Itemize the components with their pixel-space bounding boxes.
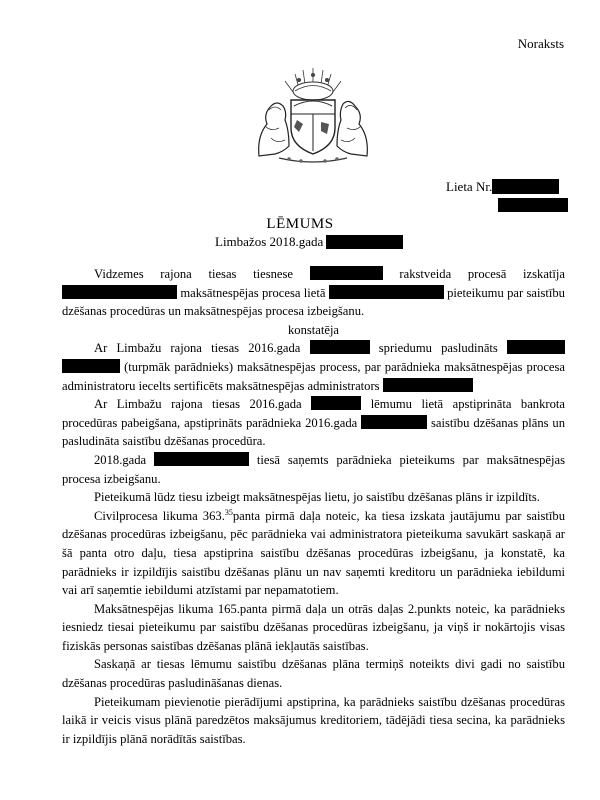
text: (turpmāk parādnieks) maksātnespējas process, par parādnieka maksātnespējas procesa administratoru iecelts sertificēts maksātnespējas administrators (62, 359, 565, 393)
redaction-box (62, 359, 120, 373)
text: spriedumu pasludināts (378, 341, 498, 356)
case-number-label: Lieta Nr. (446, 178, 493, 194)
paragraph-6 (62, 507, 565, 600)
case-number (446, 178, 571, 212)
text: saistību dzēšanas plāns un pasludināta saistību dzēšanas procedūra. (62, 415, 566, 449)
copy-mark: Noraksts (517, 36, 564, 51)
text: Vidzemes rajona tiesas tiesnese (94, 267, 294, 281)
paragraph-8: Saskaņā ar tiesas lēmumu saistību dzēšanas plāna termiņš noteikts divi gadi no saistību dzēšanas procedūras pasludināšanas dienas. (62, 657, 565, 691)
paragraph-9: Pieteikumam pievienotie pierādījumi apstiprina, ka parādnieks saistību dzēšanas procedūras laikā ir veicis visus plānā paredzētos maksājumus kreditoriem, tādējādi tiesa secina, ka parādnieks ir izpildījis plānā norādītās saistības. (62, 694, 565, 746)
place-date-text: Limbažos 2018.gada (215, 234, 324, 249)
superscript: 35 (224, 507, 233, 517)
text: tiesā saņemts parādnieka pieteikums par maksātnespējas procesa izbeigšanu. (62, 452, 565, 486)
paragraph-3 (62, 395, 565, 451)
redaction-box (361, 415, 427, 429)
redaction-box (492, 179, 559, 194)
redaction-box (310, 266, 383, 280)
text: pieteikumu par saistību dzēšanas procedūras un maksātnespējas procesa izbeigšanu. (62, 285, 565, 319)
text: Ar Limbažu rajona tiesas 2016.gada (94, 341, 301, 356)
paragraph-4 (62, 451, 565, 488)
text: panta pirmā daļa noteic, ka tiesa izskata jautājumu par saistību dzēšanas procedūras izbeigšanu, pēc parādnieka vai administratora pieteikuma savukārt saskaņā ar šā panta otro daļu, tiesa apstiprina saistību dzēšanas procedūras izbeigšanu, ja konstatē, ka parādnieks ir izpildījis saistību dzēšanas plānu un nav saņemti kreditoru un parādnieka iebildumi vai arī saņemtie iebildumi atzīstami par nepamatotiem. (62, 508, 566, 598)
text: lēmumu lietā apstiprināta bankrota procedūras pabeigšana, apstiprināts parādnieka 2016.gada (62, 397, 565, 430)
section-heading: konstatēja (287, 322, 340, 337)
document-title: LĒMUMS (266, 216, 334, 232)
redaction-box (62, 285, 177, 299)
redaction-box (329, 285, 444, 299)
place-date (215, 233, 403, 252)
text: Ar Limbažu rajona tiesas 2016.gada (94, 397, 302, 412)
redaction-box (154, 452, 249, 466)
paragraph-5: Pieteikumā lūdz tiesu izbeigt maksātnespējas lietu, jo saistību dzēšanas plāns ir izpildīts. (94, 490, 540, 505)
redaction-box (310, 340, 370, 354)
redaction-box (383, 378, 473, 392)
redaction-box (498, 198, 568, 212)
redaction-box (507, 340, 565, 354)
coat-of-arms-latvia-icon (249, 66, 377, 163)
text: 2018.gada (94, 452, 147, 467)
text: maksātnespējas procesa lietā (180, 285, 326, 300)
paragraph-1 (62, 265, 565, 321)
redaction-box (311, 396, 361, 410)
text: rakstveida procesā izskatīja (399, 267, 565, 281)
redaction-box (326, 235, 403, 249)
paragraph-2 (62, 339, 565, 395)
paragraph-7: Maksātnespējas likuma 165.panta pirmā daļa un otrās daļas 2.punkts noteic, ka parādnieks iesniedz tiesai pieteikumu par saistību dzēšanas procedūras izbeigšanu, ja viņš ir nokārtojis visas fiziskās personas saistības dzēšanas plānā iekļautās saistības. (62, 601, 565, 653)
text: Civilprocesa likuma 363. (94, 508, 225, 523)
decision-body (62, 265, 565, 748)
